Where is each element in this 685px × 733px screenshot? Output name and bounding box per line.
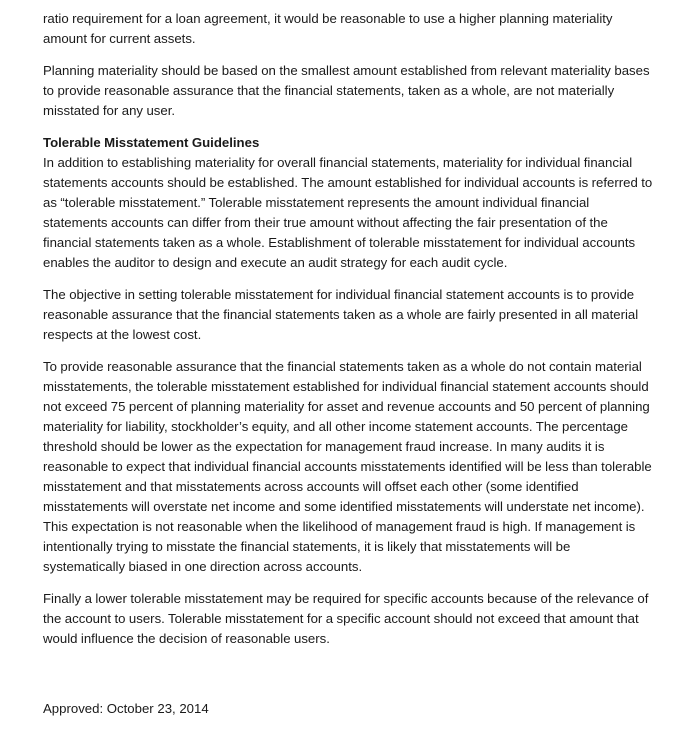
paragraph-tolerable-intro: In addition to establishing materiality for overall financial statements, materiality for individual financial statements accounts should be established. The amount established for individual accounts is referred to as “tolerable misstatement.” Tolerable misstatement represents the amount individual financial statements accounts can differ from their true amount without affecting the fair presentation of the financial statements taken as a whole. Establishment of tolerable misstatement for individual accounts enables the auditor to design and execute an audit strategy for each audit cycle.	[43, 155, 653, 270]
paragraph-planning-materiality: Planning materiality should be based on the smallest amount established from relevant materiality bases to provide reasonable assurance that the financial statements, taken as a whole, are not materially misstated for any user.	[43, 63, 650, 118]
paragraph-gap	[43, 345, 655, 357]
document-body	[43, 9, 655, 649]
approved-date-line: Approved: October 23, 2014	[43, 701, 209, 716]
paragraph-gap	[43, 121, 655, 133]
paragraph-gap	[43, 273, 655, 285]
paragraph-intro-fragment: ratio requirement for a loan agreement, it would be reasonable to use a higher planning materiality amount for current assets.	[43, 11, 613, 46]
paragraph-finally: Finally a lower tolerable misstatement may be required for specific accounts because of the relevance of the account to users. Tolerable misstatement for a specific account should not exceed that amount that would influence the decision of reasonable users.	[43, 591, 649, 646]
paragraph-thresholds: To provide reasonable assurance that the financial statements taken as a whole do not contain material misstatements, the tolerable misstatement established for individual financial statement accounts should not exceed 75 percent of planning materiality for asset and revenue accounts and 50 percent of planning materiality for liability, stockholder’s equity, and all other income statement accounts. The percentage threshold should be lower as the expectation for management fraud increase. In many audits it is reasonable to expect that individual financial accounts misstatements identified will be less than tolerable misstatement and that misstatements across accounts will offset each other (some identified misstatements will overstate net income and some identified misstatements will understate net income). This expectation is not reasonable when the likelihood of management fraud is high. If management is intentionally trying to misstate the financial statements, it is likely that misstatements will be systematically biased in one direction across accounts.	[43, 359, 652, 574]
paragraph-objective: The objective in setting tolerable misstatement for individual financial statement accounts is to provide reasonable assurance that the financial statements taken as a whole are fairly presented in all material respects at the lowest cost.	[43, 287, 639, 342]
paragraph-gap	[43, 49, 655, 61]
section-heading: Tolerable Misstatement Guidelines	[43, 135, 260, 150]
paragraph-gap	[43, 577, 655, 589]
